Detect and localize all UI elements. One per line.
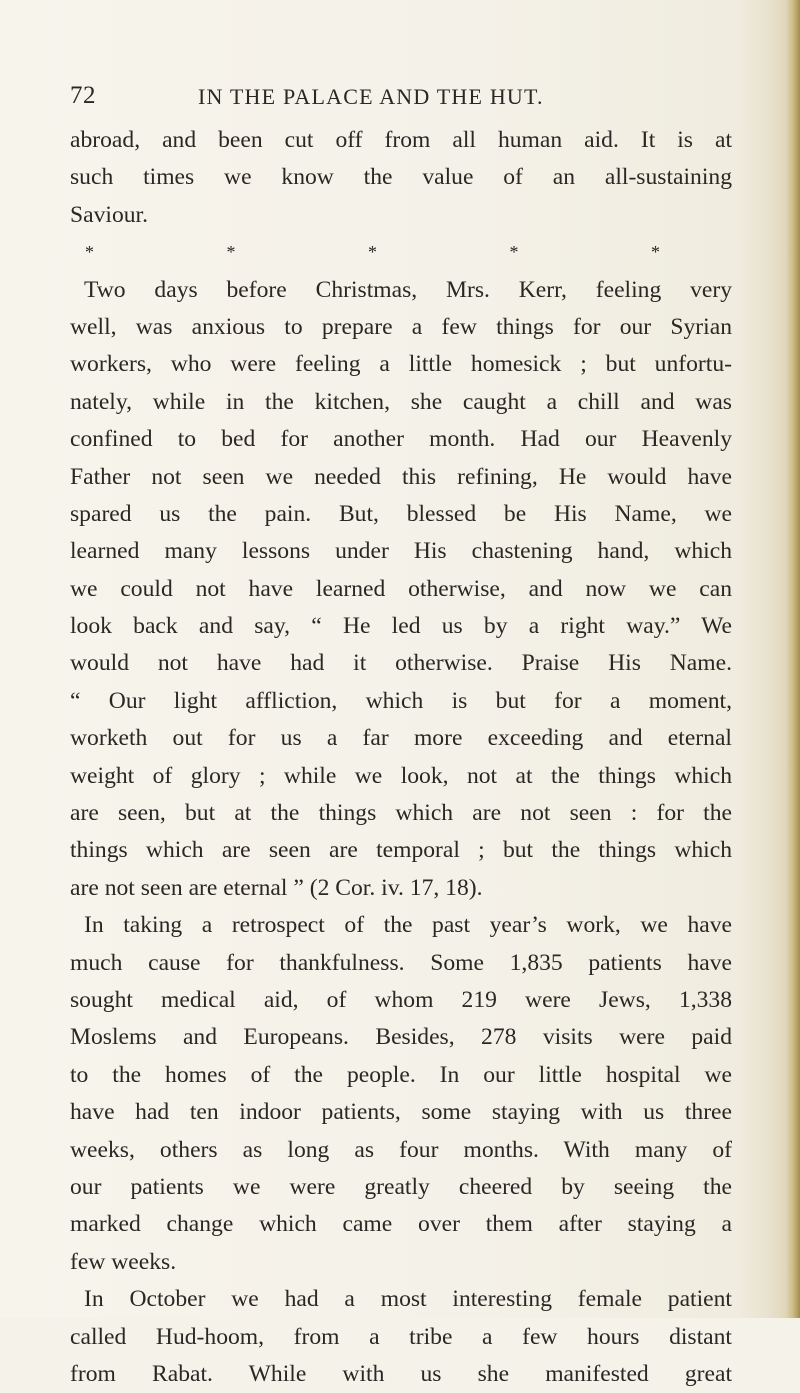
text-line: Two days before Christmas, Mrs. Kerr, feeling very	[84, 276, 732, 303]
page-number: 72	[70, 82, 96, 109]
text-line: our patients we were greatly cheered by seeing the	[70, 1173, 732, 1200]
text-line: sought medical aid, of whom 219 were Jews, 1,338	[70, 986, 732, 1013]
text-line: are seen, but at the things which are not seen : for the	[70, 800, 732, 827]
body-text	[70, 122, 732, 1393]
text-line: from Rabat. While with us she manifested great	[70, 1360, 732, 1387]
text-line: things which are seen are temporal ; but the things which	[70, 837, 732, 864]
text-line: Saviour.	[70, 201, 148, 228]
text-line: to the homes of the people. In our little hospital we	[70, 1061, 732, 1088]
text-line: few weeks.	[70, 1248, 177, 1275]
text-line: In taking a retrospect of the past year’s work, we have	[84, 912, 732, 939]
text-line: well, was anxious to prepare a few things for our Syrian	[70, 313, 732, 340]
running-head	[70, 82, 732, 116]
asterisk: *	[509, 242, 519, 263]
text-line: marked change which came over them after staying a	[70, 1211, 732, 1238]
asterisk: *	[368, 242, 377, 263]
text-line: learned many lessons under His chastening hand, which	[70, 538, 732, 565]
text-line: worketh out for us a far more exceeding and eternal	[70, 725, 732, 752]
page-edge-shadow	[786, 0, 800, 1318]
text-line: Moslems and Europeans. Besides, 278 visits were paid	[70, 1024, 732, 1051]
asterisk: *	[651, 242, 660, 263]
text-line: called Hud-hoom, from a tribe a few hours distant	[70, 1323, 732, 1350]
text-line: we could not have learned otherwise, and now we can	[70, 575, 732, 602]
text-line: such times we know the value of an all-sustaining	[70, 164, 732, 191]
text-line: have had ten indoor patients, some staying with us three	[70, 1099, 732, 1126]
text-line: confined to bed for another month. Had our Heavenly	[70, 426, 732, 453]
text-line: look back and say, “ He led us by a right way.” We	[70, 613, 732, 640]
text-line: “ Our light affliction, which is but for a moment,	[70, 687, 732, 714]
text-line: spared us the pain. But, blessed be His Name, we	[70, 500, 732, 527]
text-line: would not have had it otherwise. Praise His Name.	[70, 650, 732, 677]
text-line: abroad, and been cut off from all human aid. It is at	[70, 127, 732, 153]
text-line: workers, who were feeling a little homesick ; but unfortu-	[70, 351, 732, 378]
asterisk: *	[226, 242, 236, 263]
text-line: In October we had a most interesting female patient	[84, 1286, 732, 1313]
text-line: weeks, others as long as four months. With many of	[70, 1136, 732, 1163]
asterisk: *	[85, 242, 94, 263]
section-break	[85, 234, 660, 271]
text-line: Father not seen we needed this refining, He would have	[70, 463, 732, 490]
text-line: nately, while in the kitchen, she caught a chill and was	[70, 388, 732, 415]
text-line: much cause for thankfulness. Some 1,835 patients have	[70, 949, 732, 976]
text-line: are not seen are eternal ” (2 Cor. iv. 17, 18).	[70, 874, 483, 901]
running-title: IN THE PALACE AND THE HUT.	[198, 84, 544, 109]
text-line: weight of glory ; while we look, not at the things which	[70, 762, 732, 789]
